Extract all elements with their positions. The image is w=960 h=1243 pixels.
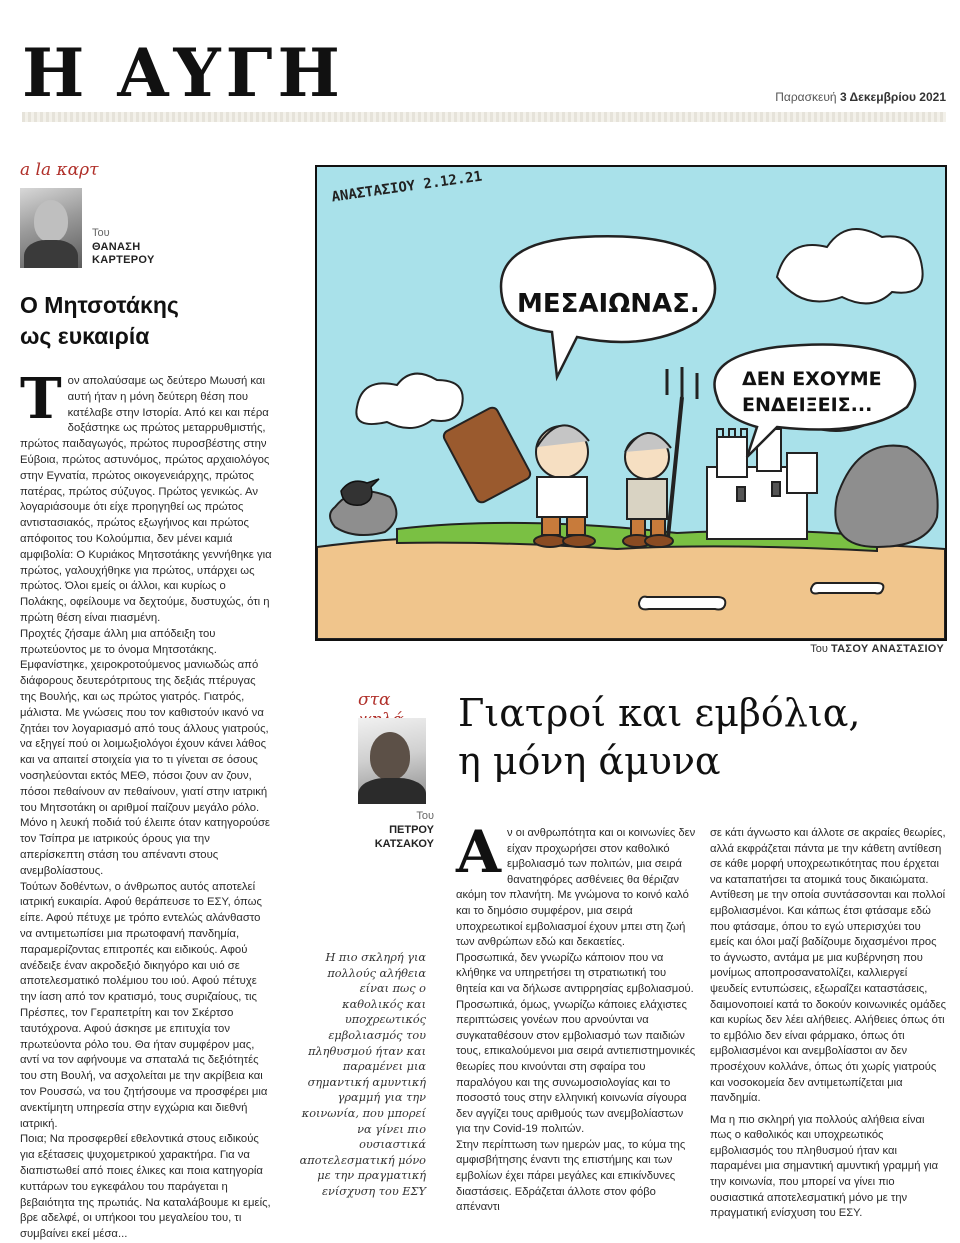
article-headline (20, 290, 272, 352)
article-2-body-2 (710, 826, 948, 1222)
author-last-name: ΚΑΡΤΕΡΟΥ (92, 254, 155, 267)
dropcap-2: Α (456, 818, 502, 886)
cloud (356, 374, 462, 428)
paragraph-text: ν οι ανθρωπότητα και οι κοινωνίες δεν είχαν προχωρήσει στον καθολικό εμβολιασμό των πολιτών, μια σειρά θανατηφόρες ασθένειες θα θέριζαν ακόμη τον πλανήτη. Με γνώμονα το κοινό καλό και το δημόσιο συμφέρον, μια σειρά υποχρεωτικοί εμβολιασμοί έχουν μπει στη ζωή των ανθρώπων εδώ και δεκαετίες. (456, 827, 696, 949)
paragraph: Τούτων δοθέντων, ο άνθρωπος αυτός αποτελεί ιατρική ευκαιρία. Αφού θεράπευσε το ΕΣΥ, όπως είπε. Αφού πέτυχε με τρόπο εντελώς αλάνθαστο να αντιμετωπίσει μια πρωτοφανή πανδημία, παραμερίζοντας επιτροπές και ειδικούς. Αφού ανέδειξε έναν ακροδεξιό δικηγόρο και υιό σε αποτελεσματικό πολέμιου του ιού. Αφού πέτυχε την ίαση από τον κρατισμό, τους συριζαίους, τις Πρέσπες, τον Γεραπετρίτη και τον Σκέρτσο ταυτόχρονα. Αφού άσκησε με επιτυχία τον πρωτεύοντα ρόλο του. Θα ήταν συμφέρον μας, αντί να τον αφήνουμε να σπαταλά τις δεξιότητές του στη Βουλή, να ασχολείται με την ακρίβεια και τον Ρουσσώ, να του ζητήσουμε να προσφέρει μια ανεκτίμητη υπηρεσία στην εγχώρια και διεθνή ιατρική. (20, 880, 268, 1130)
headline-2-line-2: η μόνη άμυνα (458, 738, 721, 783)
masthead-rule (22, 112, 946, 122)
bubble-2-line-2: ΕΝΔΕΙΞΕΙΣ... (742, 394, 873, 416)
byline-2 (370, 810, 434, 851)
article-2-body-1 (456, 818, 696, 1216)
credit-name: ΤΑΣΟΥ ΑΝΑΣΤΑΣΙΟΥ (830, 643, 944, 655)
author-photo-2 (358, 718, 426, 804)
paragraph: σε κάτι άγνωστο και άλλοτε σε ακραίες θεωρίες, αλλά εκφράζεται πάντα με την κάθετη αντίθεση σε κάθε μορφή υποχρεωτικότητας που έρχεται να καταπατήσει τα ατομικά τους δικαιώματα. Αντίθεση με την οποία συντάσσονται και πολλοί εμβολιασμένοι. Και κάπως έτσι φτάσαμε εδώ που φτάσαμε, όπου το εγώ υπερισχύει του εμείς και όλοι μαζί βαδίζουμε διχασμένοι προς το άγνωστο, αντάμα με μια κυβέρνηση που μονίμως αποπροσανατολίζει, καλλιεργεί ψευδείς εντυπώσεις, εξωραΐζει καταστάσεις, δαιμονοποιεί κατά το δοκούν κοινωνικές ομάδες και κυρίως δεν λέει αλήθειες. Αλήθειες όπως ότι το εμβόλιο δεν είναι φάρμακο, όπως ότι εμβολιασμένοι και ανεμβολίαστοι αν δεν προσέχουν κολλάνε, όπως ότι χωρίς γιατρούς και νοσοκομεία δεν αντιμετωπίζεται μια πανδημία. (710, 827, 947, 1105)
byline-prefix: Του (92, 226, 110, 239)
author-first-name-2: ΠΕΤΡΟΥ (389, 823, 434, 836)
paragraph: Προχτές ζήσαμε άλλη μια απόδειξη του πρωτεύοντος με το όνομα Μητσοτάκης. Εμφανίστηκε, χειροκροτούμενος μανιωδώς από διάφορους δευτερότριτους της δεξιάς πτέρυγας της Βουλής, και ως πρώτος γιατρός. Γιατρός, μάλιστα. Με γνώσεις που τον καθιστούν ικανό να ζητάει τον λογαριασμό από τους άλλους γιατρούς, να εξηγεί πού οι λοιμωξιολόγοι έχουν κάνει λάθος και να απαιτεί στοιχεία για το τι γίνεται σε όσους νοσηλεύονται εκτός ΜΕΘ, πόσοι ζουν αν ζουν, πόσοι πεθαίνουν αν πεθαίνουν, γιατί στην ιατρική του Μητσοτάκη οι αριθμοί παίζουν μεγάλο ρόλο. Μόνο η λευκή ποδιά τού έλειπε όταν κατηγορούσε τον Τσίπρα με ιατρικούς όρους για την απερίσκεπτη στάση του απέναντι στους ανεμβολίαστους. (20, 627, 270, 877)
paragraph: Ποια; Να προσφερθεί εθελοντικά στους ειδικούς για εξέτασεις ψυχομετρικού χαρακτήρα. Για να διαπιστωθεί από ποιες έλικες και ποια κατηγορία κυττάρων του εγκεφάλου του παράγεται η βεβαιότητα της πρωτιάς. Να καταλάβουμε κι εμείς, βρε αδελφέ, οι υπήκοοι του μεγαλείου του, τι συμβαίνει εκεί μέσα... (20, 1133, 271, 1241)
cartoonist-signature: ΑΝΑΣΤΑΣΙΟΥ 2.12.21 (330, 168, 484, 206)
cartoon-drawing (317, 167, 945, 639)
article-body (20, 366, 272, 1243)
byline-prefix-2: Του (416, 810, 434, 822)
headline-2-line-1: Γιατροί και εμβόλια, (458, 691, 861, 735)
credit-prefix: Του (810, 643, 828, 655)
column-kicker-2: στα (358, 690, 391, 710)
bone (811, 583, 883, 594)
boy-with-pitchfork (623, 367, 697, 547)
cartoon-credit (810, 643, 944, 655)
cartoon (315, 165, 947, 641)
speech-bubble-1 (501, 236, 715, 377)
issue-weekday: Παρασκευή (775, 90, 837, 104)
paragraph (20, 366, 272, 627)
paragraph: Μα η πιο σκληρή για πολλούς αλήθεια είναι πως ο καθολικός και υποχρεωτικός εμβολιασμός του πληθυσμού ήταν και παραμένει μια σημαντική αμυντική γραμμή για την κοινωνία, που μπορεί να γίνει πιο ουσιαστικά αποτελεσματική μόνο με την πραγματική ενίσχυση του ΕΣΥ. (710, 1113, 939, 1220)
bubble-1-text: ΜΕΣΑΙΩΝΑΣ. (517, 289, 700, 319)
bubble-2-line-1: ΔΕΝ ΕΧΟΥΜΕ (742, 368, 882, 390)
dropcap: Τ (20, 366, 62, 433)
headline-line-1: Ο Μητσοτάκης (20, 292, 179, 318)
byline (92, 227, 155, 268)
issue-date (775, 90, 946, 104)
bone (639, 597, 725, 610)
author-first-name: ΘΑΝΑΣΗ (92, 240, 141, 253)
author-last-name-2: ΚΑΤΣΑΚΟΥ (374, 837, 434, 850)
headline-line-2: ως ευκαιρία (20, 323, 150, 350)
masthead: Η ΑΥΓΗ (22, 34, 345, 112)
author-photo (20, 188, 82, 268)
pull-quote: Η πιο σκληρή για πολλούς αλήθεια είναι πως ο καθολικός και υποχρεωτικός εμβολιασμός του πληθυσμού ήταν και παραμένει μια σημαντική αμυντική γραμμή για την κοινωνία, που μπορεί να γίνει πιο ουσιαστικά αποτελεσματική μόνο με την πραγματική ενίσχυση του ΕΣΥ (299, 951, 426, 1198)
castle (707, 429, 817, 539)
paragraph (456, 818, 696, 951)
article-headline-2 (458, 690, 928, 785)
article-2-column-2 (710, 826, 948, 1222)
article-2-column-1 (456, 818, 696, 1216)
paragraph-text: ον απολαύσαμε ως δεύτερο Μωυσή και αυτή ήταν η μόνη δεύτερη θέση που κατέλαβε στην Ιστορία. Από κει και πέρα δοξάστηκε ως πρώτος μεταρρυθμιστής, πρώτος παιδαγωγός, πρώτος πυροσβέστης στην Εύβοια, πρώτος αστυνόμος, πρώτος αρχαιολόγος στην Εγνατία, πρώτος οικογενειάρχης, πρώτος πατέρας, πρώτος σύζυγος. Πρώτος γενικώς. Αν λογαριάσουμε ότι είχε προηγηθεί ως πρώτος αντιστασιακός, πρώτος εξωγήινος και πρώτος απόφοιτος του Κολούμπια, δεν μένει καμιά αμφιβολία: Ο Κυριάκος Μητσοτάκης γεννήθηκε για πρώτος, γαλουχήθηκε για πρώτος, υπάρχει ως πρώτος. Όλοι εμείς οι άλλοι, και κυρίως ο Πολάκης, οφείλουμε να δεχτούμε, δυστυχώς, ότι η πρώτη θέση είναι πιασμένη. (20, 375, 272, 625)
author-row (20, 188, 272, 268)
paragraph: Προσωπικά, δεν γνωρίζω κάποιον που να κλήθηκε να υπηρετήσει τη στρατιωτική του θητεία και να δήλωσε αντιρρησίας εμβολιασμού. Προσωπικά, όμως, γνωρίζω κάποιες ελάχιστες περιπτώσεις γονέων που αρνούνται να συγκαταθέσουν στον εμβολιασμό των παιδιών τους, επικαλούμενοι μια σειρά αντιεπιστημονικές θεωρίες που κινούνται στη σφαίρα του παραλόγου και της συνωμοσιολογίας και το ποσοστό τους στην ελληνική κοινωνία σίγουρα δεν αγγίζει τους αριθμούς των ανεμβολίαστων για την Covid-19 πολιτών. (456, 951, 696, 1136)
paragraph: Στην περίπτωση των ημερών μας, το κύμα της αμφισβήτησης έναντι της επιστήμης και των εμβολίων έχει πάρει μεγάλες και επικίνδυνες διαστάσεις. Εδράζεται άλλοτε στον φόβο απέναντι (456, 1138, 686, 1214)
cloud (777, 229, 923, 303)
column-kicker: a la καρτ (20, 160, 99, 180)
left-article (20, 160, 272, 1243)
rock (835, 446, 937, 547)
issue-full-date: 3 Δεκεμβρίου 2021 (839, 90, 946, 104)
